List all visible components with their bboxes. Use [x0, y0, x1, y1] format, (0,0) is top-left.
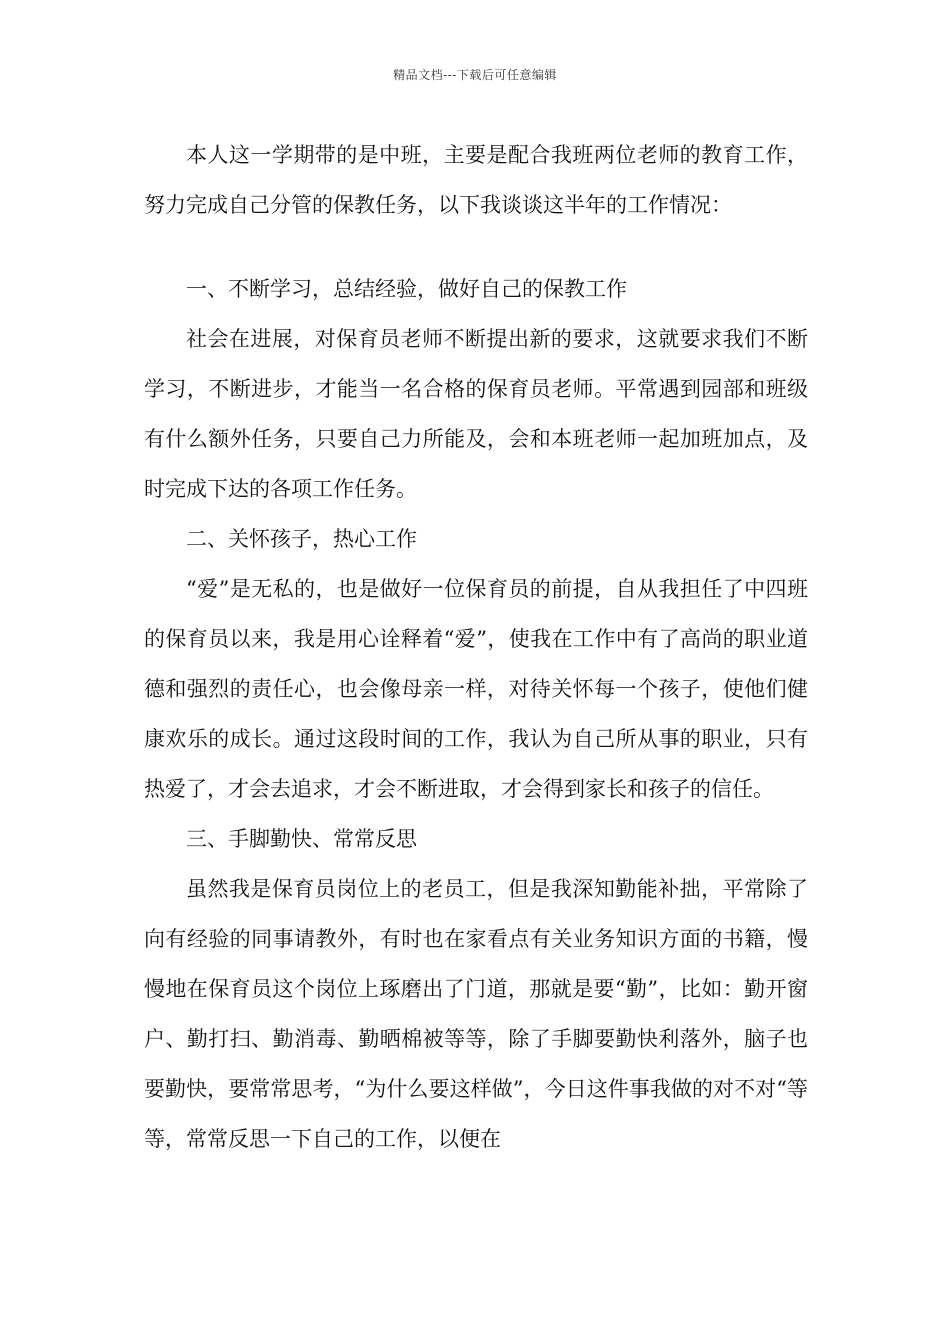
section-paragraph-3: 虽然我是保育员岗位上的老员工，但是我深知勤能补拙，平常除了向有经验的同事请教外，有时也在家看点有关业务知识方面的书籍，慢慢地在保育员这个岗位上琢磨出了门道，那就是要“勤”，比如：勤开窗户、勤打扫、勤消毒、勤晒棉被等等，除了手脚要勤快利落外，脑子也要勤快，要常常思考，“为什么要这样做”，今日这件事我做的对不对“等等，常常反思一下自己的工作，以便在 — [144, 877, 808, 1151]
section-paragraph-1: 社会在进展，对保育员老师不断提出新的要求，这就要求我们不断学习，不断进步，才能当一名合格的保育员老师。平常遇到园部和班级有什么额外任务，只要自己力所能及，会和本班老师一起加班加点，及时完成下达的各项工作任务。 — [144, 327, 808, 501]
document-body — [144, 130, 808, 1164]
section-paragraph-2: “爱”是无私的，也是做好一位保育员的前提，自从我担任了中四班的保育员以来，我是用心诠释着“爱”，使我在工作中有了高尚的职业道德和强烈的责任心，也会像母亲一样，对待关怀每一个孩子，使他们健康欢乐的成长。通过这段时间的工作，我认为自己所从事的职业，只有热爱了，才会去追求，才会不断进取，才会得到家长和孩子的信任。 — [144, 577, 808, 801]
section-heading-2: 二、关怀孩子，热心工作 — [186, 527, 417, 551]
paragraph-gap — [144, 230, 808, 264]
section-heading-3: 三、手脚勤快、常常反思 — [186, 827, 417, 851]
page-header: 精品文档---下载后可任意编辑 — [393, 68, 557, 82]
intro-paragraph: 本人这一学期带的是中班，主要是配合我班两位老师的教育工作，努力完成自己分管的保教任务，以下我谈谈这半年的工作情况： — [144, 143, 808, 217]
section-heading-1: 一、不断学习，总结经验，做好自己的保教工作 — [186, 277, 627, 301]
